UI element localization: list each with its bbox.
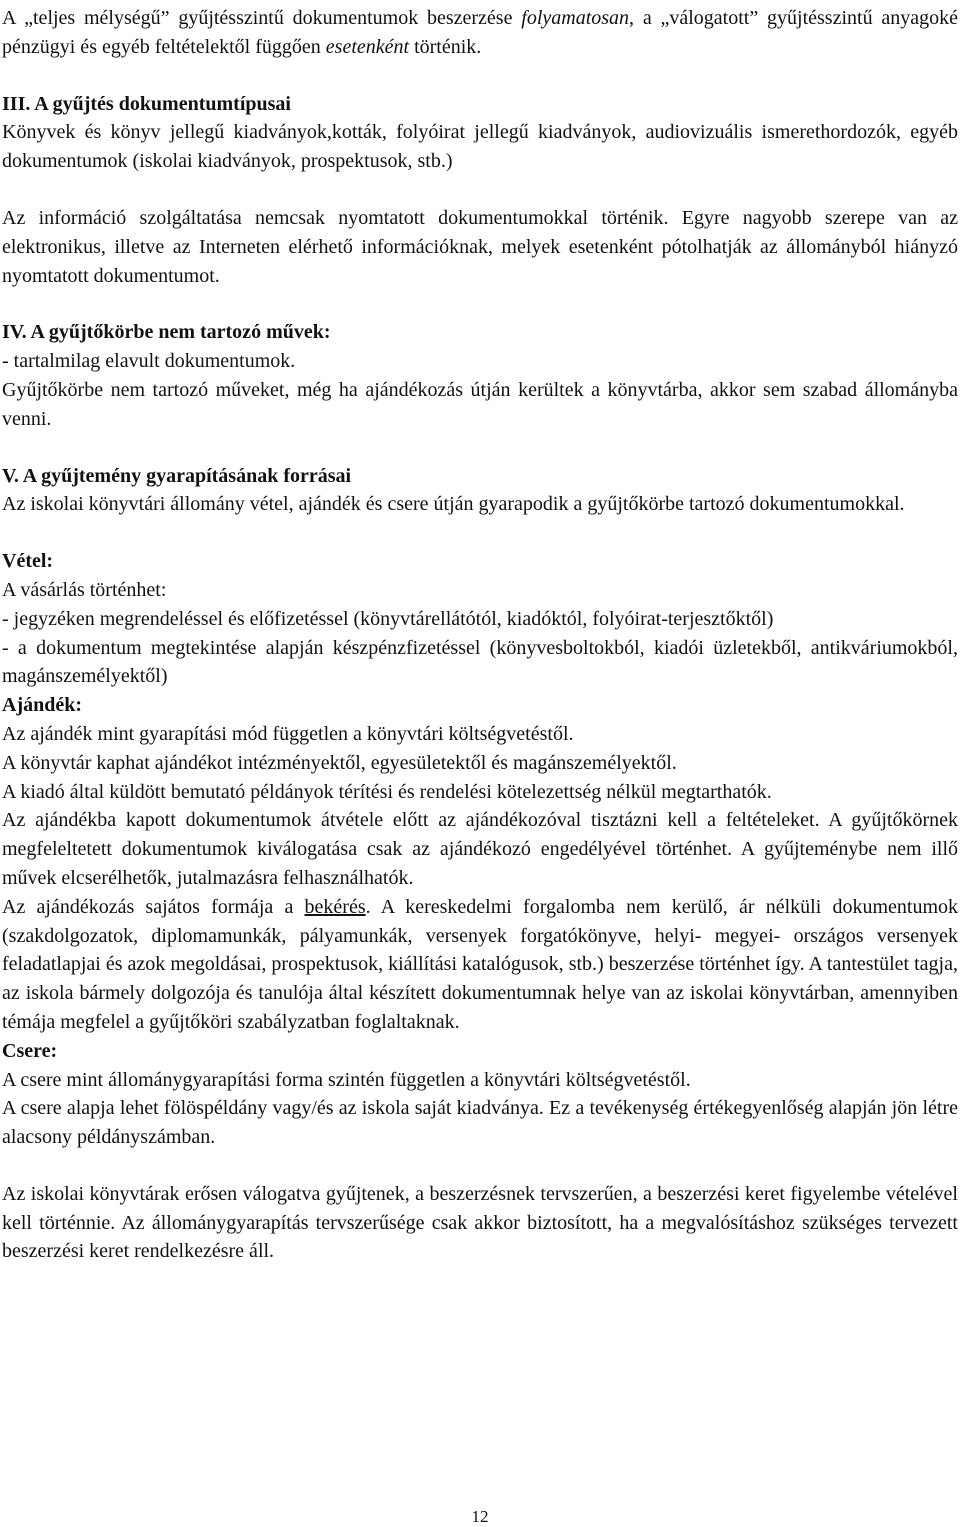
csere-label: Csere: xyxy=(2,1039,58,1062)
ajandek-line-2: A könyvtár kaphat ajándékot intézményektől, egyesületektől és magánszemélyektől. xyxy=(2,751,677,774)
closing-paragraph: Az iskolai könyvtárak erősen válogatva gyűjtenek, a beszerzésnek tervszerűen, a beszerzési keret figyelembe vételével kell történnie. Az állománygyarapítás tervszerűsége csak akkor biztosított, ha a megvalósításhoz szükséges tervezett beszerzési keret rendelkezésre áll. xyxy=(2,1182,958,1263)
intro-emphasis-continuous: folyamatosan xyxy=(521,7,630,29)
ajandek-line-4: Az ajándékba kapott dokumentumok átvétele előtt az ajándékozóval tisztázni kell a feltételeket. A gyűjtőkörnek megfeleltetett dokumentumok kiválogatása csak az ajándékozó engedélyével történhet. A gyűjteménybe nem illő művek elcserélhetők, jutalmazásra felhasználhatók. xyxy=(2,809,958,889)
intro-text: történik. xyxy=(409,35,482,58)
vetel-line-1: A vásárlás történhet: xyxy=(2,578,167,601)
intro-emphasis-occasional: esetenként xyxy=(325,35,410,58)
ajandek-text: . A kereskedelmi forgalomba nem kerülő, ár nélküli dokumentumok (szakdolgozatok, diplomamunkák, pályamunkák, versenyek forgatókönyve, helyi- megyei- országos versenyek feladatlapjai és azok megoldásai, prospektusok, kiállítási katalógusok, stb.) beszerzése történhet így. A tantestület tagja, az iskola bármely dolgozója és tanulója által készített dokumentumnak helye van az iskolai könyvtárban, amennyiben témája megfelel a gyűjtőköri szabályzatban foglaltaknak. xyxy=(2,895,959,1033)
intro-text: A „teljes mélységű” gyűjtésszintű dokumentumok beszerzése xyxy=(2,7,522,29)
csere-line-2: A csere alapja lehet fölöspéldány vagy/és az iskola saját kiadványa. Ez a tevékenység értékegyenlőség alapján jön létre alacsony példányszámban. xyxy=(2,1097,958,1149)
spacer xyxy=(2,176,958,204)
section-4-list-item: - tartalmilag elavult dokumentumok. xyxy=(2,350,296,373)
vetel-label: Vétel: xyxy=(2,550,54,573)
ajandek-line-1: Az ajándék mint gyarapítási mód független a könyvtári költségvetéstől. xyxy=(2,722,574,745)
spacer xyxy=(2,434,958,462)
intro-paragraph xyxy=(2,4,958,62)
bekeres-term: bekérés xyxy=(304,895,366,918)
vetel-line-3: - a dokumentum megtekintése alapján készpénzfizetéssel (könyvesboltokból, kiadói üzletekből, antikváriumokból, magánszemélyektől) xyxy=(2,636,958,688)
section-3-heading: III. A gyűjtés dokumentumtípusai xyxy=(2,92,291,115)
ajandek-line-5 xyxy=(2,893,958,1037)
section-3-paragraph-2: Az információ szolgáltatása nemcsak nyomtatott dokumentumokkal történik. Egyre nagyobb szerepe van az elektronikus, illetve az Interneten elérhető információknak, melyek esetenként pótolhatják az állományból hiányzó nyomtatott dokumentumot. xyxy=(2,206,958,287)
spacer xyxy=(2,62,958,90)
section-5-heading: V. A gyűjtemény gyarapításának forrásai xyxy=(2,464,352,487)
spacer xyxy=(2,290,958,318)
section-4-heading: IV. A gyűjtőkörbe nem tartozó művek: xyxy=(2,321,331,344)
section-4-paragraph: Gyűjtőkörbe nem tartozó műveket, még ha ajándékozás útján kerültek a könyvtárba, akkor sem szabad állományba venni. xyxy=(2,378,958,430)
section-5-paragraph: Az iskolai könyvtári állomány vétel, ajándék és csere útján gyarapodik a gyűjtőkörbe tartozó dokumentumokkal. xyxy=(2,493,905,516)
section-3-paragraph-1: Könyvek és könyv jellegű kiadványok,kották, folyóirat jellegű kiadványok, audiovizuális ismerethordozók, egyéb dokumentumok (iskolai kiadványok, prospektusok, stb.) xyxy=(2,121,958,173)
page-number: 12 xyxy=(471,1507,489,1526)
spacer xyxy=(2,1152,958,1180)
csere-line-1: A csere mint állománygyarapítási forma szintén független a könyvtári költségvetéstől. xyxy=(2,1068,691,1091)
ajandek-label: Ajándék: xyxy=(2,694,83,717)
intro-text: , a „válogatott” gyűjtésszintű anyagoké pénzügyi és egyéb feltételektől függően xyxy=(2,7,958,58)
vetel-line-2: - jegyzéken megrendeléssel és előfizetéssel (könyvtárellátótól, kiadóktól, folyóirat-terjesztőktől) xyxy=(2,607,774,630)
ajandek-line-3: A kiadó által küldött bemutató példányok térítési és rendelési kötelezettség nélkül megtarthatók. xyxy=(2,780,772,803)
ajandek-text: Az ajándékozás sajátos formája a xyxy=(2,895,305,918)
spacer xyxy=(2,519,958,547)
